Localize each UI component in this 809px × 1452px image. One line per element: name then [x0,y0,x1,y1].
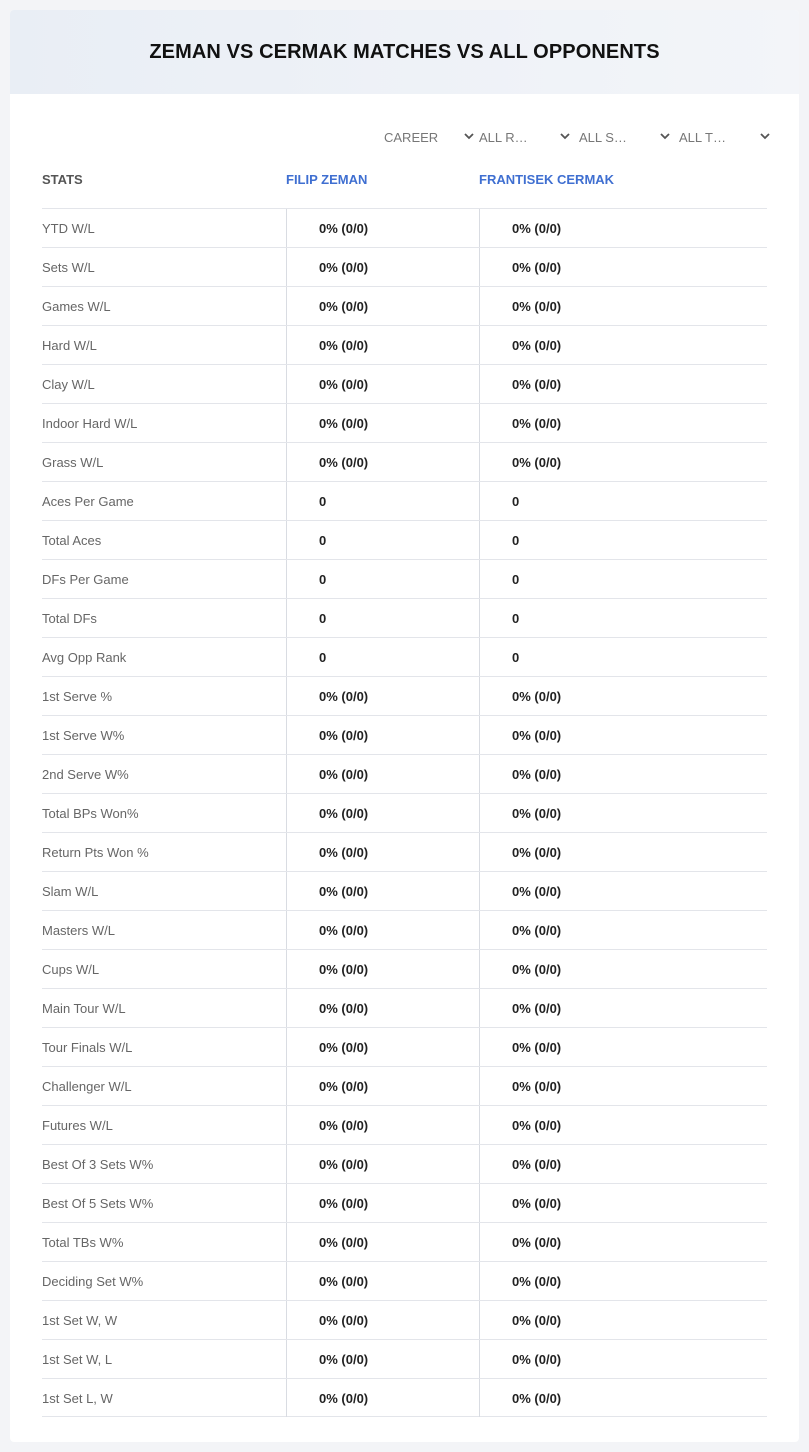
stat-label: Total BPs Won% [42,805,139,821]
filter-period-select[interactable] [384,126,474,148]
player1-stat-value: 0% (0/0) [286,443,479,481]
player1-stat-value: 0% (0/0) [286,1340,479,1378]
stat-label: Cups W/L [42,961,100,977]
filter-label: ALL T… [679,129,726,145]
player1-stat-value: 0% (0/0) [286,1223,479,1261]
stat-label: 1st Set W, L [42,1351,113,1367]
stat-label: 1st Set L, W [42,1390,113,1406]
stat-label: Total Aces [42,532,102,548]
player2-stat-value: 0% (0/0) [479,911,767,949]
filter-bar [380,126,770,148]
player1-stat-value: 0 [286,638,479,676]
table-row [42,1300,767,1339]
stat-label: Best Of 5 Sets W% [42,1195,154,1211]
table-row [42,754,767,793]
filter-label: ALL R… [479,129,528,145]
player2-stat-value: 0% (0/0) [479,404,767,442]
player2-stat-value: 0% (0/0) [479,1340,767,1378]
player1-stat-value: 0% (0/0) [286,911,479,949]
filter-label: CAREER [384,129,439,145]
player1-stat-value: 0% (0/0) [286,1301,479,1339]
player2-stat-value: 0% (0/0) [479,872,767,910]
table-row [42,1027,767,1066]
player1-stat-value: 0% (0/0) [286,287,479,325]
chevron-down-icon [560,131,570,141]
table-row [42,637,767,676]
player1-stat-value: 0% (0/0) [286,1028,479,1066]
page-title: ZEMAN VS CERMAK MATCHES VS ALL OPPONENTS [149,40,660,63]
player2-stat-value: 0% (0/0) [479,1223,767,1261]
table-row [42,520,767,559]
stat-label: Deciding Set W% [42,1273,144,1289]
player2-stat-value: 0 [479,482,767,520]
player2-stat-value: 0% (0/0) [479,1028,767,1066]
filter-surface-select[interactable] [579,126,670,148]
filter-tournament-select[interactable] [679,126,770,148]
player1-stat-value: 0% (0/0) [286,1145,479,1183]
table-row [42,403,767,442]
player1-stat-value: 0% (0/0) [286,755,479,793]
chevron-down-icon [660,131,670,141]
table-row [42,1144,767,1183]
stat-label: Sets W/L [42,259,95,275]
table-row [42,442,767,481]
table-row [42,247,767,286]
card-header [10,10,799,94]
table-header [42,170,767,208]
stat-label: Avg Opp Rank [42,649,127,665]
stat-label: 1st Serve % [42,688,113,704]
stat-label: Total TBs W% [42,1234,124,1250]
table-row [42,793,767,832]
table-row [42,1339,767,1378]
player1-stat-value: 0% (0/0) [286,677,479,715]
player2-link[interactable]: FRANTISEK CERMAK [479,172,615,187]
stat-label: Clay W/L [42,376,95,392]
player2-stat-value: 0% (0/0) [479,443,767,481]
player2-stat-value: 0% (0/0) [479,1067,767,1105]
player2-stat-value: 0 [479,560,767,598]
table-row [42,676,767,715]
player2-stat-value: 0% (0/0) [479,950,767,988]
stat-label: Masters W/L [42,922,115,938]
player2-stat-value: 0% (0/0) [479,248,767,286]
table-row [42,1105,767,1144]
player2-stat-value: 0 [479,599,767,637]
player2-stat-value: 0% (0/0) [479,1145,767,1183]
stat-label: Return Pts Won % [42,844,149,860]
player1-stat-value: 0% (0/0) [286,209,479,247]
player2-stat-value: 0% (0/0) [479,1379,767,1417]
stats-card [10,10,799,1442]
table-row [42,1261,767,1300]
column-header-stats: STATS [42,172,83,187]
stat-label: YTD W/L [42,220,95,236]
player2-stat-value: 0% (0/0) [479,1106,767,1144]
player2-stat-value: 0% (0/0) [479,755,767,793]
player1-stat-value: 0% (0/0) [286,365,479,403]
table-row [42,208,767,247]
table-row [42,1066,767,1105]
player1-stat-value: 0% (0/0) [286,248,479,286]
player1-stat-value: 0% (0/0) [286,833,479,871]
player1-stat-value: 0 [286,482,479,520]
player1-stat-value: 0% (0/0) [286,1262,479,1300]
stat-label: Games W/L [42,298,111,314]
table-row [42,598,767,637]
player2-stat-value: 0% (0/0) [479,1301,767,1339]
filter-round-select[interactable] [479,126,570,148]
stat-label: Slam W/L [42,883,99,899]
table-row [42,1378,767,1417]
player2-stat-value: 0% (0/0) [479,716,767,754]
player1-stat-value: 0% (0/0) [286,404,479,442]
stat-label: Indoor Hard W/L [42,415,138,431]
stat-label: 1st Serve W% [42,727,125,743]
table-row [42,286,767,325]
player1-stat-value: 0% (0/0) [286,989,479,1027]
player1-stat-value: 0 [286,560,479,598]
player1-stat-value: 0 [286,599,479,637]
player2-stat-value: 0% (0/0) [479,989,767,1027]
stat-label: 1st Set W, W [42,1312,118,1328]
player2-stat-value: 0% (0/0) [479,287,767,325]
player2-stat-value: 0% (0/0) [479,1184,767,1222]
player1-stat-value: 0% (0/0) [286,872,479,910]
stat-label: Grass W/L [42,454,104,470]
table-row [42,949,767,988]
player2-stat-value: 0% (0/0) [479,326,767,364]
stat-label: Challenger W/L [42,1078,132,1094]
filter-label: ALL S… [579,129,627,145]
chevron-down-icon [760,131,770,141]
player1-stat-value: 0% (0/0) [286,1067,479,1105]
player2-stat-value: 0% (0/0) [479,833,767,871]
table-row [42,1183,767,1222]
stat-label: Aces Per Game [42,493,134,509]
player1-link[interactable]: FILIP ZEMAN [286,172,368,187]
player2-stat-value: 0% (0/0) [479,677,767,715]
stats-table-body [42,208,767,1417]
table-row [42,1222,767,1261]
player1-stat-value: 0% (0/0) [286,326,479,364]
player1-stat-value: 0% (0/0) [286,1106,479,1144]
table-row [42,559,767,598]
player2-stat-value: 0% (0/0) [479,794,767,832]
player1-stat-value: 0% (0/0) [286,794,479,832]
player2-stat-value: 0% (0/0) [479,209,767,247]
table-row [42,364,767,403]
chevron-down-icon [464,131,474,141]
stat-label: Hard W/L [42,337,97,353]
stat-label: Futures W/L [42,1117,113,1133]
player1-stat-value: 0% (0/0) [286,950,479,988]
player1-stat-value: 0% (0/0) [286,716,479,754]
stat-label: Best Of 3 Sets W% [42,1156,154,1172]
player2-stat-value: 0% (0/0) [479,1262,767,1300]
player1-stat-value: 0% (0/0) [286,1379,479,1417]
player1-stat-value: 0% (0/0) [286,1184,479,1222]
player2-stat-value: 0 [479,638,767,676]
table-row [42,871,767,910]
table-row [42,481,767,520]
table-row [42,832,767,871]
stat-label: 2nd Serve W% [42,766,129,782]
stat-label: Tour Finals W/L [42,1039,133,1055]
stat-label: Main Tour W/L [42,1000,126,1016]
stat-label: Total DFs [42,610,97,626]
player2-stat-value: 0 [479,521,767,559]
player1-stat-value: 0 [286,521,479,559]
table-row [42,910,767,949]
stat-label: DFs Per Game [42,571,129,587]
player2-stat-value: 0% (0/0) [479,365,767,403]
table-row [42,988,767,1027]
table-row [42,715,767,754]
table-row [42,325,767,364]
